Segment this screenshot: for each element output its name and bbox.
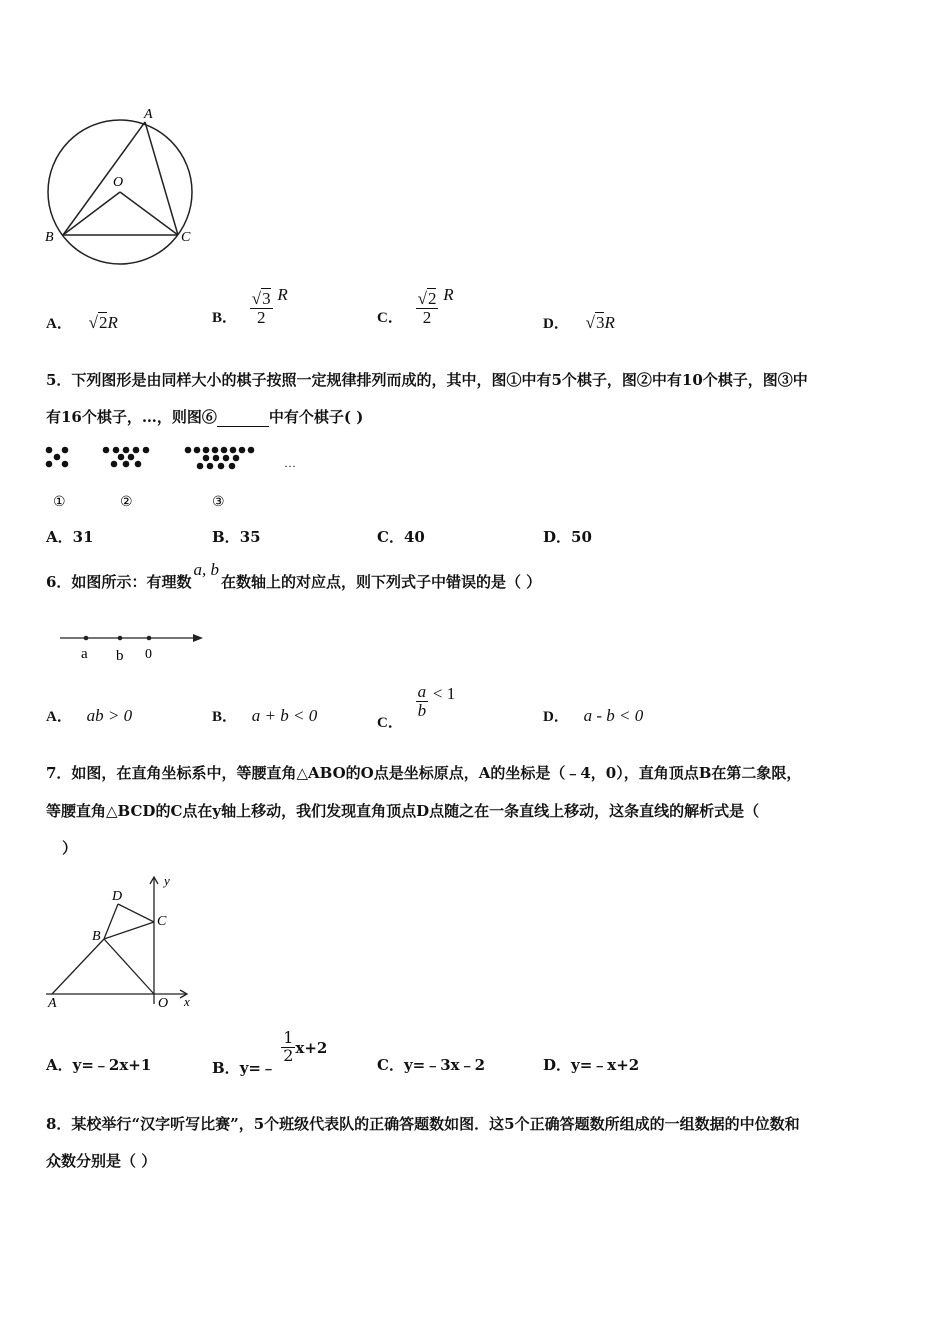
q4-option-d[interactable]: D． √3R	[543, 313, 615, 332]
numerator: 1	[283, 1028, 294, 1047]
q5-text-line1: 5．下列图形是由同样大小的棋子按照一定规律排列而成的，其中，图①中有5个棋子，图②中有10个棋子，图③中	[46, 371, 808, 389]
variable: R	[107, 313, 118, 332]
q7-option-a[interactable]	[46, 1054, 151, 1075]
denominator: b	[417, 700, 427, 720]
q6-variables: a, b	[193, 560, 219, 579]
option-label: C．	[377, 1056, 404, 1074]
segment-ob	[63, 192, 120, 235]
point-label-c: C	[157, 914, 167, 929]
q7-text-line1: 7．如图，在直角坐标系中，等腰直角△ABO的O点是坐标原点，A的坐标是（﹣4，0），直角顶点B在第二象限，	[46, 764, 802, 782]
numerator: a	[417, 682, 427, 701]
point-b-dot	[118, 636, 123, 641]
q5-option-c[interactable]	[377, 526, 425, 547]
option-label: B．	[212, 528, 240, 546]
point-label-o: O	[158, 996, 169, 1011]
q5-option-d[interactable]	[543, 526, 592, 547]
option-label: D．	[543, 316, 569, 332]
option-expression: a - b < 0	[583, 706, 644, 725]
pattern-label-3: ③	[212, 495, 225, 510]
pattern-1	[46, 447, 69, 468]
q6-option-a[interactable]	[46, 705, 132, 726]
point-label-o: O	[113, 175, 124, 190]
q5-option-a[interactable]	[46, 526, 94, 547]
q7-option-d[interactable]	[543, 1054, 639, 1075]
q6-text-start: 6．如图所示：有理数	[46, 573, 192, 591]
option-value: 40	[403, 528, 425, 546]
q4-option-a[interactable]: A． √2R	[46, 313, 118, 332]
point-label-a: A	[48, 996, 57, 1011]
point-label-b: B	[45, 230, 54, 245]
axis-label-y: y	[164, 873, 170, 888]
point-zero-dot	[147, 636, 152, 641]
q8-text-line1: 8．某校举行“汉字听写比赛”，5个班级代表队的正确答题数如图．这5个正确答题数所组成的一组数据的中位数和	[46, 1115, 800, 1133]
option-text-pre: y=﹣	[239, 1059, 276, 1078]
pattern-label-1: ①	[53, 495, 66, 510]
fraction	[416, 683, 429, 720]
q5-text-line2	[46, 407, 363, 427]
radicand: 2	[98, 313, 108, 332]
denominator: 2	[283, 1045, 294, 1065]
option-expression: a + b < 0	[251, 706, 318, 725]
point-label-b: B	[92, 929, 101, 944]
denominator: 2	[422, 307, 432, 327]
axis-label-a: a	[81, 646, 88, 662]
option-value: 35	[239, 528, 261, 546]
option-label: C．	[377, 528, 404, 546]
radicand: 3	[262, 289, 271, 308]
option-text-post: x+2	[295, 1039, 328, 1058]
q7-option-c[interactable]	[377, 1054, 485, 1075]
option-label: A．	[46, 316, 72, 332]
q4-option-b[interactable]	[212, 285, 288, 327]
option-label: B．	[212, 1059, 240, 1078]
q6-text	[46, 560, 542, 592]
fraction	[281, 1030, 295, 1065]
q7-text-line2: 等腰直角△BCD的C点在y轴上移动，我们发现直角顶点D点随之在一条直线上移动，这条直线的解析式是（	[46, 802, 760, 820]
q7-option-b[interactable]	[212, 1028, 328, 1078]
option-expression: ab > 0	[86, 706, 133, 725]
q4-option-c[interactable]	[377, 285, 454, 327]
q8-text-line2: 众数分别是（ ）	[46, 1152, 157, 1170]
segment-ab	[63, 122, 145, 235]
fraction: $\frac{√2}{2}$	[417, 289, 437, 327]
pattern-3	[185, 447, 255, 470]
radicand: 3	[595, 313, 605, 332]
answer-blank	[217, 412, 269, 427]
q7-text-line3: ）	[62, 839, 78, 857]
variable: R	[443, 285, 454, 305]
point-label-c: C	[181, 230, 191, 245]
option-label: C．	[377, 715, 403, 732]
point-a-dot	[84, 636, 89, 641]
q5-line2-start: 有16个棋子，…，则图⑥	[46, 408, 217, 426]
axis-label-zero: 0	[145, 647, 152, 662]
segment-ac	[145, 122, 178, 235]
option-label: C．	[377, 310, 403, 327]
inequality: < 1	[432, 684, 456, 704]
radicand: 2	[427, 289, 437, 308]
option-label: D．	[543, 709, 569, 725]
segment-bc	[104, 922, 154, 939]
point-label-a: A	[144, 107, 153, 122]
variable: R	[277, 285, 288, 305]
option-text: y=﹣x+2	[571, 1056, 640, 1074]
option-label: B．	[212, 310, 238, 327]
segment-bo	[104, 939, 154, 994]
variable: R	[604, 313, 615, 332]
circle-triangle-figure	[40, 104, 200, 272]
q5-option-b[interactable]	[212, 526, 261, 547]
axis-label-b: b	[116, 648, 124, 664]
segment-bd	[104, 904, 118, 939]
axis-label-x: x	[184, 994, 190, 1009]
pattern-2	[103, 447, 150, 468]
pattern-label-2: ②	[120, 495, 133, 510]
option-label: A．	[46, 528, 73, 546]
option-label: A．	[46, 709, 72, 725]
q6-text-end: 在数轴上的对应点，则下列式子中错误的是（ ）	[220, 573, 542, 591]
option-value: 31	[72, 528, 94, 546]
q6-option-b[interactable]	[212, 705, 317, 726]
axis-arrow-icon	[193, 634, 203, 642]
q5-line2-end: 中有个棋子( )	[268, 408, 364, 426]
coordinate-figure	[42, 870, 202, 1012]
chess-pieces-figure	[40, 440, 310, 515]
number-line-figure	[56, 626, 208, 666]
option-value: 50	[571, 528, 592, 546]
pattern-ellipsis: …	[284, 456, 296, 470]
point-label-d: D	[112, 889, 123, 904]
q6-option-c[interactable]	[377, 682, 456, 732]
segment-oc	[120, 192, 178, 235]
option-label: D．	[543, 528, 572, 546]
fraction: $\frac{√3}{2}$	[251, 289, 271, 327]
segment-dc	[118, 904, 154, 922]
q6-option-d[interactable]	[543, 705, 643, 726]
segment-ab	[52, 939, 104, 994]
option-text: y=﹣2x+1	[72, 1056, 152, 1074]
option-label: D．	[543, 1056, 572, 1074]
option-text: y=﹣3x﹣2	[403, 1056, 486, 1074]
denominator: 2	[256, 307, 266, 327]
option-label: B．	[212, 709, 238, 725]
option-label: A．	[46, 1056, 73, 1074]
